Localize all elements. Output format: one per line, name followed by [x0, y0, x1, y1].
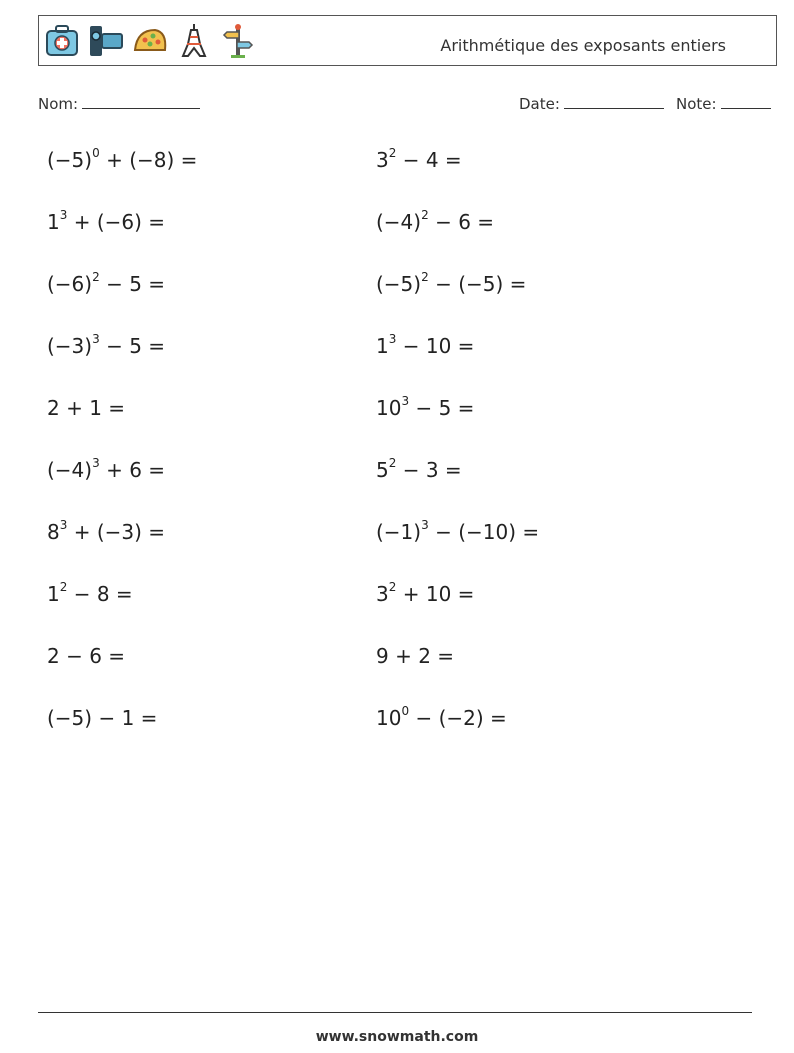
- problem-base: 2 − 6 =: [47, 644, 126, 668]
- problem-base: (−4): [47, 458, 93, 482]
- problem-item: [376, 210, 494, 234]
- problem-rest: − 6 =: [428, 210, 495, 234]
- problem-item: [376, 706, 507, 730]
- problem-rest: − 5 =: [409, 396, 475, 420]
- problem-rest: − (−10) =: [428, 520, 540, 544]
- problem-exponent: 3: [388, 332, 397, 347]
- problem-rest: + (−3) =: [67, 520, 166, 544]
- problem-base: 10: [376, 396, 402, 420]
- problem-exponent: 3: [421, 518, 429, 533]
- problem-exponent: 2: [59, 580, 68, 595]
- problem-exponent: 3: [401, 394, 410, 409]
- problem-item: [47, 520, 165, 544]
- problem-base: (−3): [47, 334, 93, 358]
- problem-base: (−5): [376, 272, 422, 296]
- footer-divider: [38, 1012, 752, 1013]
- problem-item: [47, 272, 165, 296]
- name-label: Nom:: [38, 95, 79, 113]
- problem-item: [47, 148, 197, 172]
- problem-item: [47, 396, 125, 420]
- problem-base: 10: [376, 706, 402, 730]
- problem-base: 1: [47, 582, 60, 606]
- problem-item: [47, 334, 165, 358]
- problem-exponent: 2: [388, 580, 397, 595]
- problem-exponent: 3: [92, 332, 100, 347]
- problem-item: [47, 210, 165, 234]
- problem-rest: + 10 =: [396, 582, 475, 606]
- first-aid-kit-icon: [43, 22, 81, 60]
- problem-rest: − 3 =: [396, 458, 462, 482]
- problem-base: (−5): [47, 148, 93, 172]
- problem-exponent: 3: [59, 518, 68, 533]
- problem-item: [47, 582, 133, 606]
- problem-rest: + (−8) =: [99, 148, 198, 172]
- video-camera-icon: [87, 22, 125, 60]
- problem-rest: − 4 =: [396, 148, 462, 172]
- grade-blank[interactable]: [721, 94, 771, 109]
- problem-exponent: 0: [92, 146, 100, 161]
- problem-base: 9 + 2 =: [376, 644, 455, 668]
- problem-item: [376, 148, 462, 172]
- problem-rest: − 1 =: [92, 706, 158, 730]
- problem-exponent: 2: [388, 146, 397, 161]
- problem-base: (−4): [376, 210, 422, 234]
- eiffel-tower-icon: [175, 22, 213, 60]
- problem-rest: − (−5) =: [428, 272, 527, 296]
- problem-item: [47, 706, 157, 730]
- date-blank[interactable]: [564, 94, 664, 109]
- problem-item: [376, 520, 539, 544]
- problem-base: 2 + 1 =: [47, 396, 126, 420]
- header-icons: [43, 22, 257, 60]
- problem-exponent: 2: [92, 270, 100, 285]
- problem-base: 5: [376, 458, 389, 482]
- footer-url: www.snowmath.com: [315, 1029, 479, 1045]
- problem-rest: − 8 =: [67, 582, 133, 606]
- date-field: [519, 94, 664, 113]
- problem-item: [376, 272, 526, 296]
- name-field: [38, 94, 200, 113]
- problem-item: [47, 644, 125, 668]
- problem-item: [47, 458, 165, 482]
- problem-item: [376, 582, 474, 606]
- signpost-icon: [219, 22, 257, 60]
- problem-base: 3: [376, 582, 389, 606]
- grade-label: Note:: [676, 95, 717, 113]
- date-label: Date:: [519, 95, 560, 113]
- problem-rest: − 5 =: [99, 272, 166, 296]
- problem-rest: + (−6) =: [67, 210, 166, 234]
- name-blank[interactable]: [82, 94, 200, 109]
- worksheet-header: [38, 15, 777, 66]
- problem-base: (−6): [47, 272, 93, 296]
- problem-base: (−5): [47, 706, 93, 730]
- worksheet-title: Arithmétique des exposants entiers: [440, 36, 726, 55]
- problem-base: 1: [376, 334, 389, 358]
- problem-rest: − (−2) =: [409, 706, 507, 730]
- problem-exponent: 0: [401, 704, 410, 719]
- problem-rest: − 5 =: [99, 334, 166, 358]
- problem-exponent: 2: [388, 456, 397, 471]
- problem-base: 3: [376, 148, 389, 172]
- grade-field: [676, 94, 771, 113]
- problem-item: [376, 396, 474, 420]
- problem-base: 1: [47, 210, 60, 234]
- problem-exponent: 3: [92, 456, 100, 471]
- problem-exponent: 2: [421, 208, 429, 223]
- problem-base: 8: [47, 520, 60, 544]
- problem-base: (−1): [376, 520, 422, 544]
- taco-icon: [131, 22, 169, 60]
- problem-item: [376, 644, 454, 668]
- problem-rest: + 6 =: [99, 458, 166, 482]
- problem-exponent: 3: [59, 208, 68, 223]
- problem-item: [376, 458, 462, 482]
- problem-rest: − 10 =: [396, 334, 475, 358]
- problem-item: [376, 334, 474, 358]
- problem-exponent: 2: [421, 270, 429, 285]
